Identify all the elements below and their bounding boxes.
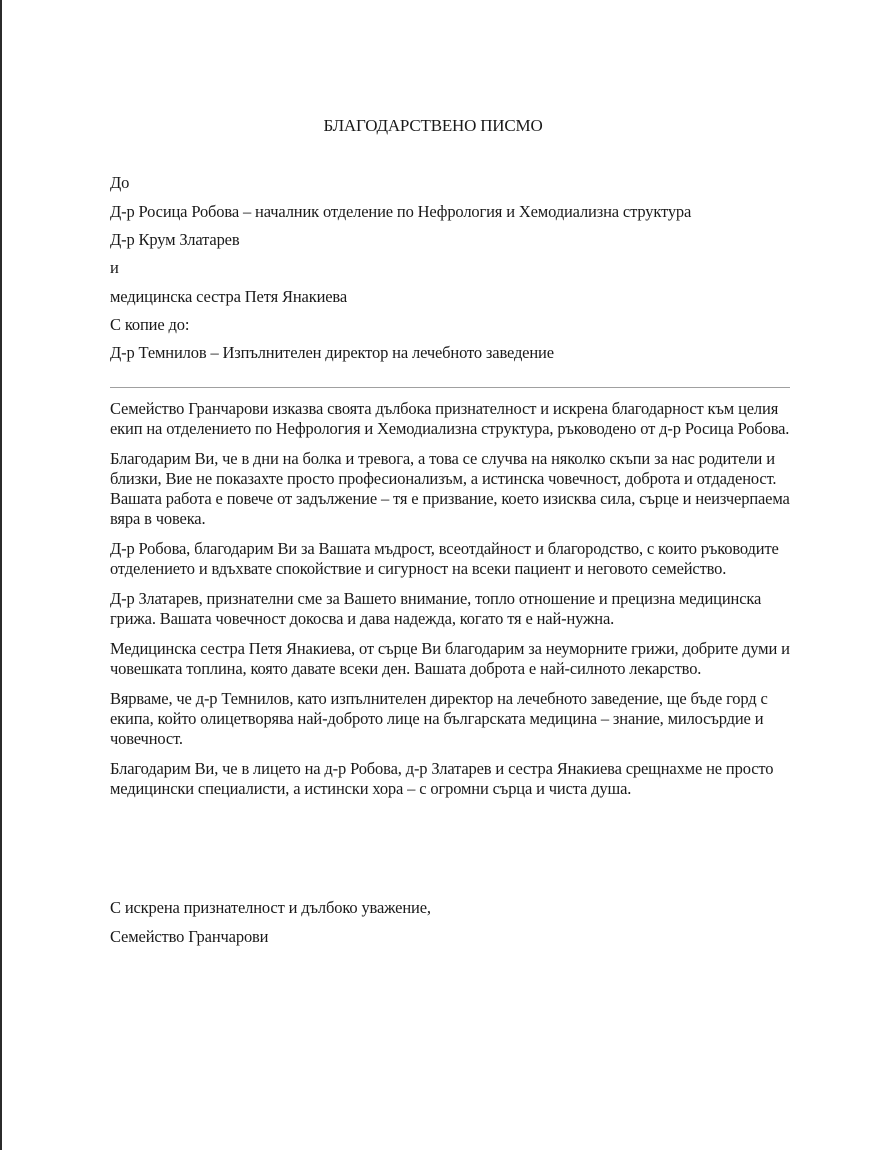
body-paragraph: Д-р Златарев, признателни сме за Вашето внимание, топло отношение и прецизна медицинска грижа. Вашата човечност докосва и дава надежда, когато тя е най-нужна. (110, 589, 762, 628)
addressee-line: Д-р Росица Робова – началник отделение по Нефрология и Хемодиализна структура (110, 202, 692, 221)
addressee-line: Д-р Темнилов – Изпълнителен директор на лечебното заведение (110, 343, 554, 362)
addressee-line: и (110, 258, 119, 277)
copy-to-label: С копие до: (110, 315, 190, 334)
body-paragraph: Д-р Робова, благодарим Ви за Вашата мъдрост, всеотдайност и благородство, с които ръководите отделението и вдъхвате спокойствие и сигурност на всеки пациент и неговото семейство. (110, 539, 779, 578)
addressee-line: медицинска сестра Петя Янакиева (110, 287, 348, 306)
body-paragraph: Вярваме, че д-р Темнилов, като изпълнителен директор на лечебното заведение, ще бъде горд с екипа, който олицетворява най-доброто лице на българската медицина – знание, милосърдие и човечност. (110, 689, 768, 748)
horizontal-divider (110, 387, 790, 388)
window-left-border (0, 0, 2, 1150)
body-paragraph: Медицинска сестра Петя Янакиева, от сърце Ви благодарим за неуморните грижи, добрите думи и човешката топлина, която давате всеки ден. Вашата доброта е най-силното лекарство. (110, 639, 790, 678)
letter-body (110, 399, 790, 809)
signature: Семейство Гранчарови (110, 927, 269, 946)
letter-title: БЛАГОДАРСТВЕНО ПИСМО (323, 116, 543, 135)
addressee-line: Д-р Крум Златарев (110, 230, 240, 249)
body-paragraph: Благодарим Ви, че в дни на болка и тревога, а това се случва на няколко скъпи за нас родители и близки, Вие не показахте просто професионализъм, а истинска човечност, доброта и отдаденост. Вашата работа е повече от задължение – тя е призвание, което изисква сила, сърце и неизчерпаема вяра в човека. (110, 449, 790, 528)
body-paragraph: Благодарим Ви, че в лицето на д-р Робова, д-р Златарев и сестра Янакиева срещнахме не просто медицински специалисти, а истински хора – с огромни сърца и чиста душа. (110, 759, 774, 798)
body-paragraph: Семейство Гранчарови изказва своята дълбока признателност и искрена благодарност към целия екип на отделението по Нефрология и Хемодиализна структура, ръководено от д-р Росица Робова. (110, 399, 790, 438)
addressee-line: До (110, 173, 130, 192)
closing-line: С искрена признателност и дълбоко уважение, (110, 898, 431, 917)
